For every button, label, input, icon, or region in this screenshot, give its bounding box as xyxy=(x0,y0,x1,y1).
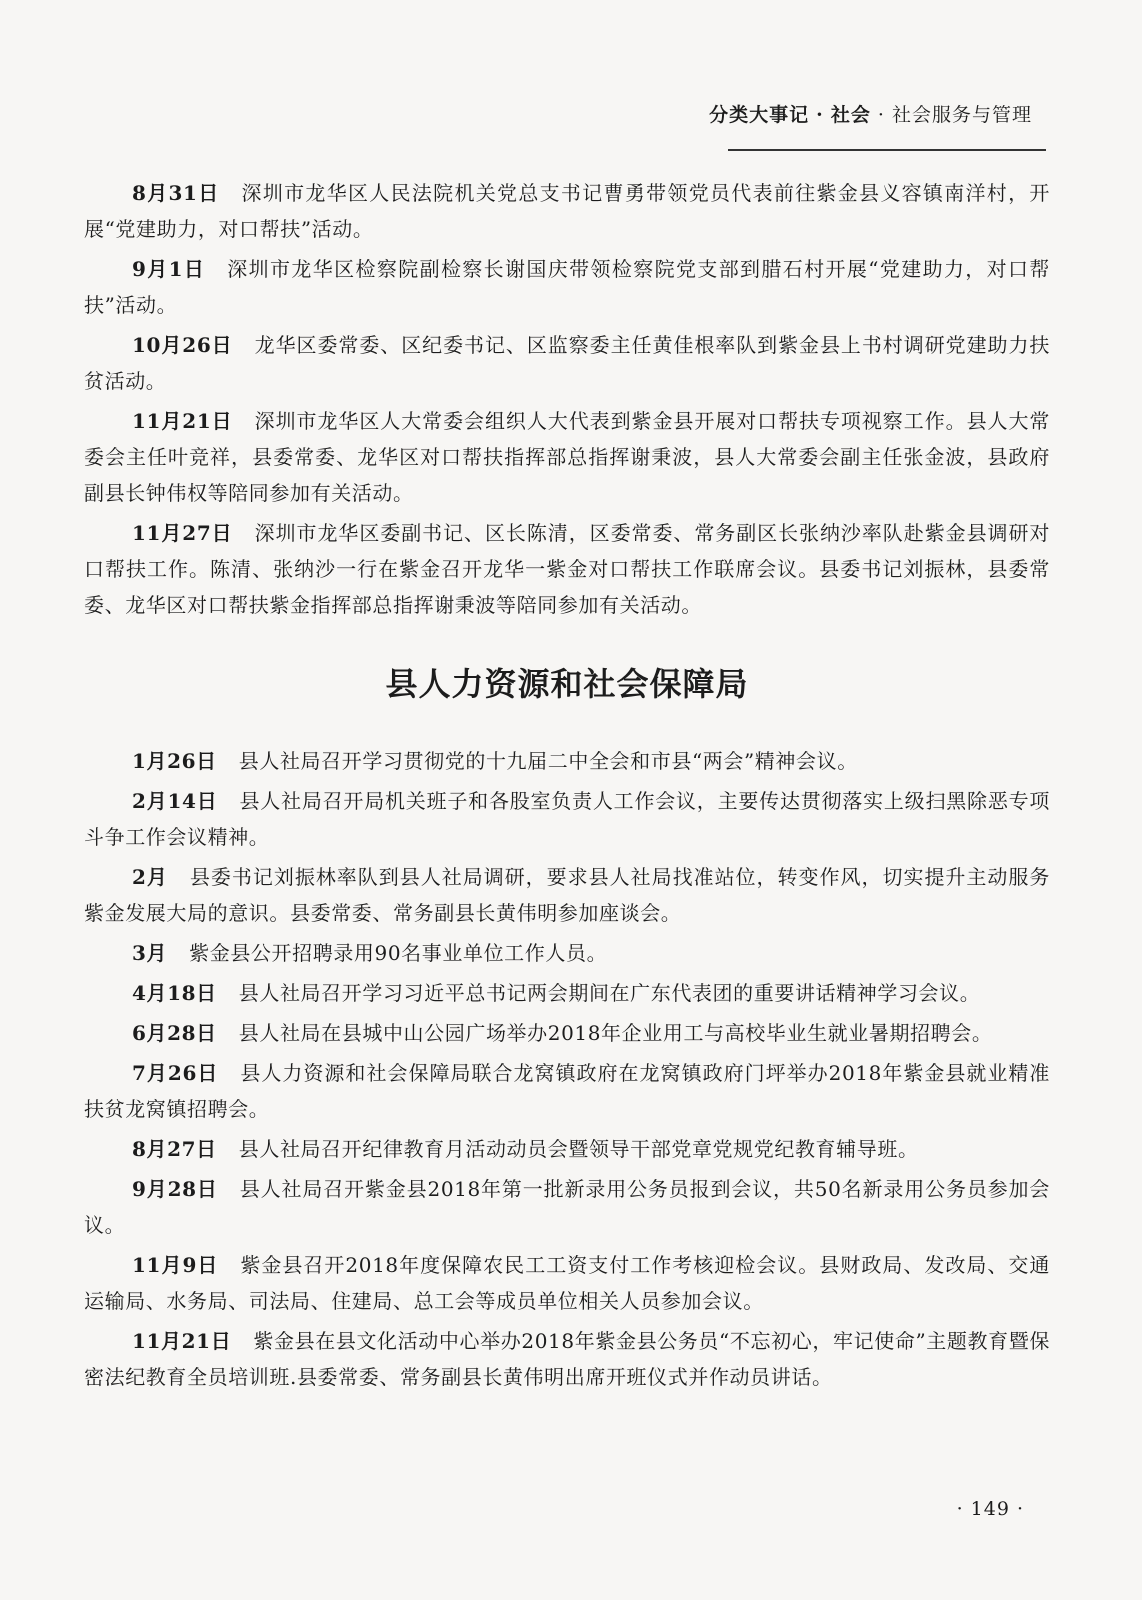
header-category: 分类大事记 xyxy=(709,104,810,126)
event-text: 县人社局召开局机关班子和各股室负责人工作会议，主要传达贯彻落实上级扫黑除恶专项斗争工作会议精神。 xyxy=(84,789,1050,849)
entries-top xyxy=(84,175,1050,623)
event-entry xyxy=(84,251,1050,323)
event-text: 县委书记刘振林率队到县人社局调研，要求县人社局找准站位，转变作风，切实提升主动服务紫金发展大局的意识。县委常委、常务副县长黄伟明参加座谈会。 xyxy=(84,865,1050,925)
event-text: 县人力资源和社会保障局联合龙窝镇政府在龙窝镇政府门坪举办2018年紫金县就业精准扶贫龙窝镇招聘会。 xyxy=(84,1061,1050,1121)
event-entry xyxy=(84,783,1050,855)
event-date: 9月1日 xyxy=(132,257,206,281)
event-text: 龙华区委常委、区纪委书记、区监察委主任黄佳根率队到紫金县上书村调研党建助力扶贫活动。 xyxy=(84,333,1050,393)
event-date: 9月28日 xyxy=(132,1177,218,1201)
event-date: 11月9日 xyxy=(132,1253,219,1277)
event-date: 4月18日 xyxy=(132,981,217,1005)
header-separator: · xyxy=(816,104,824,126)
event-text: 深圳市龙华区委副书记、区长陈清，区委常委、常务副区长张纳沙率队赴紫金县调研对口帮扶工作。陈清、张纳沙一行在紫金召开龙华一紫金对口帮扶工作联席会议。县委书记刘振林，县委常委、龙华区对口帮扶紫金指挥部总指挥谢秉波等陪同参加有关活动。 xyxy=(84,521,1050,617)
event-text: 县人社局在县城中山公园广场举办2018年企业用工与高校毕业生就业暑期招聘会。 xyxy=(238,1021,993,1045)
event-entry xyxy=(84,975,1050,1011)
event-text: 县人社局召开纪律教育月活动动员会暨领导干部党章党规党纪教育辅导班。 xyxy=(238,1137,919,1161)
event-entry xyxy=(84,403,1050,511)
event-date: 2月 xyxy=(132,865,168,889)
event-text: 深圳市龙华区检察院副检察长谢国庆带领检察院党支部到腊石村开展“党建助力，对口帮扶”活动。 xyxy=(84,257,1051,317)
event-date: 3月 xyxy=(132,941,168,965)
entries-bottom xyxy=(84,743,1050,1395)
event-text: 县人社局召开学习习近平总书记两会期间在广东代表团的重要讲话精神学习会议。 xyxy=(238,981,981,1005)
event-entry xyxy=(84,1015,1050,1051)
header-part: 社会 xyxy=(830,104,871,126)
event-date: 8月31日 xyxy=(132,181,220,205)
event-date: 1月26日 xyxy=(132,749,217,773)
event-entry xyxy=(84,743,1050,779)
event-entry xyxy=(84,935,1050,971)
event-date: 10月26日 xyxy=(132,333,233,357)
event-date: 2月14日 xyxy=(132,789,218,813)
event-text: 县人社局召开紫金县2018年第一批新录用公务员报到会议，共50名新录用公务员参加会议。 xyxy=(84,1177,1050,1237)
running-header xyxy=(709,100,1032,127)
event-text: 紫金县公开招聘录用90名事业单位工作人员。 xyxy=(189,941,608,965)
event-text: 紫金县在县文化活动中心举办2018年紫金县公务员“不忘初心，牢记使命”主题教育暨保密法纪教育全员培训班.县委常委、常务副县长黄伟明出席开班仪式并作动员讲话。 xyxy=(84,1329,1050,1389)
page-content xyxy=(84,175,1050,1399)
event-text: 深圳市龙华区人民法院机关党总支书记曹勇带领党员代表前往紫金县义容镇南洋村，开展“党建助力，对口帮扶”活动。 xyxy=(84,181,1050,241)
event-entry xyxy=(84,1171,1050,1243)
event-entry xyxy=(84,515,1050,623)
page-number: · 149 · xyxy=(956,1498,1024,1520)
event-entry xyxy=(84,859,1050,931)
event-date: 11月21日 xyxy=(132,1329,232,1353)
event-date: 6月28日 xyxy=(132,1021,217,1045)
event-date: 8月27日 xyxy=(132,1137,217,1161)
event-entry xyxy=(84,1055,1050,1127)
event-date: 11月21日 xyxy=(132,409,233,433)
event-text: 紫金县召开2018年度保障农民工工资支付工作考核迎检会议。县财政局、发改局、交通运输局、水务局、司法局、住建局、总工会等成员单位相关人员参加会议。 xyxy=(84,1253,1050,1313)
header-rule xyxy=(728,149,1046,151)
event-date: 7月26日 xyxy=(132,1061,219,1085)
event-date: 11月27日 xyxy=(132,521,233,545)
section-title: 县人力资源和社会保障局 xyxy=(385,665,749,703)
event-entry xyxy=(84,1323,1050,1395)
event-entry xyxy=(84,1131,1050,1167)
header-section: 社会服务与管理 xyxy=(891,104,1032,126)
event-entry xyxy=(84,175,1050,247)
event-entry xyxy=(84,1247,1050,1319)
event-text: 深圳市龙华区人大常委会组织人大代表到紫金县开展对口帮扶专项视察工作。县人大常委会主任叶竞祥，县委常委、龙华区对口帮扶指挥部总指挥谢秉波，县人大常委会副主任张金波，县政府副县长钟伟权等陪同参加有关活动。 xyxy=(84,409,1050,505)
event-entry xyxy=(84,327,1050,399)
event-text: 县人社局召开学习贯彻党的十九届二中全会和市县“两会”精神会议。 xyxy=(238,749,858,773)
header-separator: · xyxy=(877,104,885,126)
